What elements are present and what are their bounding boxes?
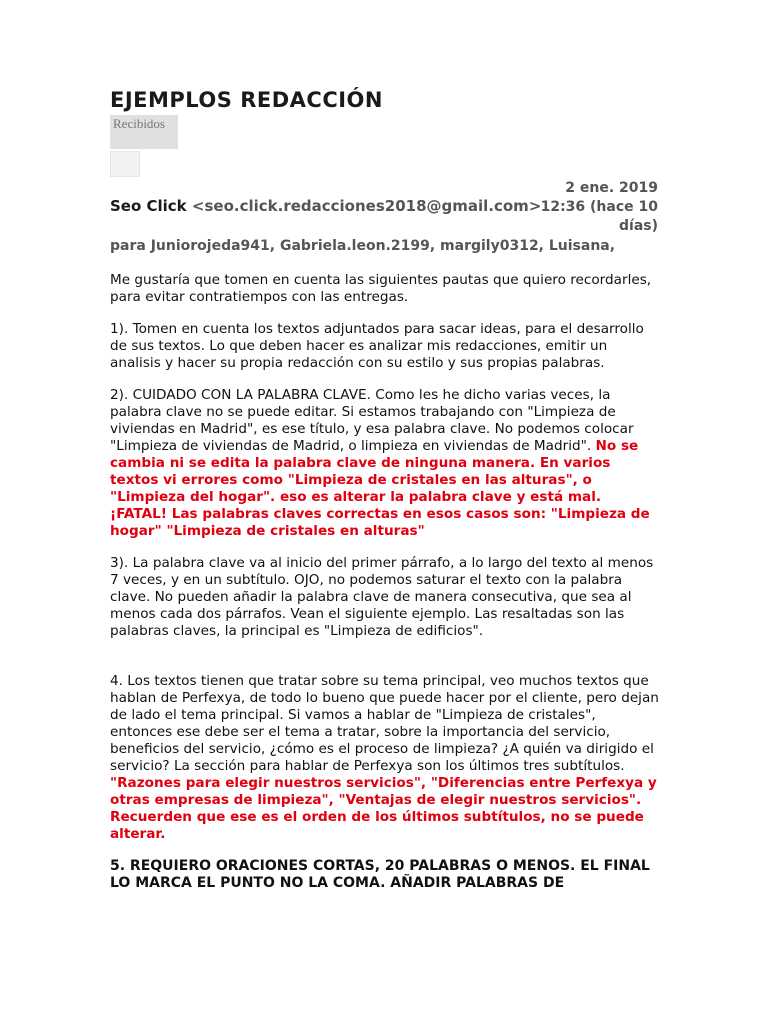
body-point-3: 3). La palabra clave va al inicio del primer párrafo, a lo largo del texto al menos 7 veces, y en un subtítulo. OJO, no podemos saturar el texto con la palabra clave. No pueden añadir la palabra clave de manera consecutiva, que sea al menos cada dos párrafos. Vean el siguiente ejemplo. Las resaltadas son las palabras claves, la principal es "Limpieza de edificios". <box>110 555 654 639</box>
email-date: 2 ene. 2019 12:36 (hace 10 días) <box>540 180 658 234</box>
body-point-4-highlight: "Razones para elegir nuestros servicios", "Diferencias entre Perfexya y otras empresas de limpieza", "Ventajas de elegir nuestros servicios". Recuerden que ese es el orden de los últimos subtítulos, no se puede alterar. <box>110 775 657 842</box>
sender-email[interactable]: <seo.click.redacciones2018@gmail.com> <box>191 197 542 215</box>
body-intro: Me gustaría que tomen en cuenta las siguientes pautas que quiero recordarles, para evitar contratiempos con las entregas. <box>110 272 652 305</box>
label-close-icon[interactable] <box>110 151 140 177</box>
body-point-2 <box>110 387 660 540</box>
body-point-5: 5. REQUIERO ORACIONES CORTAS, 20 PALABRAS O MENOS. EL FINAL LO MARCA EL PUNTO NO LA COMA. AÑADIR PALABRAS DE <box>110 858 650 891</box>
body-point-1: 1). Tomen en cuenta los textos adjuntados para sacar ideas, para el desarrollo de sus textos. Lo que deben hacer es analizar mis redacciones, emitir un analisis y hacer su propia redacción con su estilo y sus propias palabras. <box>110 321 644 371</box>
body-point-4-text: 4. Los textos tienen que tratar sobre su tema principal, veo muchos textos que hablan de Perfexya, de todo lo bueno que puede hacer por el cliente, pero dejan de lado el tema principal. Si vamos a hablar de "Limpieza de cristales", entonces ese debe ser el tema a tratar, sobre la importancia del servicio, beneficios del servicio, ¿cómo es el proceso de limpieza? ¿A quién va dirigido el servicio? La sección para hablar de Perfexya son los últimos tres subtítulos. <box>110 673 659 774</box>
email-subject: EJEMPLOS REDACCIÓN <box>110 88 383 112</box>
email-body <box>110 272 660 907</box>
body-point-4 <box>110 673 660 843</box>
recipients-line[interactable]: para Juniorojeda941, Gabriela.leon.2199, margily0312, Luisana, <box>110 238 616 254</box>
sender-name: Seo Click <box>110 197 187 215</box>
body-point-2-highlight: No se cambia ni se edita la palabra clave de ninguna manera. En varios textos vi errores como "Limpieza de cristales en las alturas", o "Limpieza del hogar". eso es alterar la palabra clave y está mal. ¡FATAL! Las palabras claves correctas en esos casos son: "Limpieza de hogar" "Limpieza de cristales en alturas" <box>110 438 650 539</box>
sender-line <box>110 197 541 215</box>
spacer <box>110 655 660 673</box>
body-point-2-text: 2). CUIDADO CON LA PALABRA CLAVE. Como les he dicho varias veces, la palabra clave no se puede editar. Si estamos trabajando con "Limpieza de viviendas en Madrid", es ese título, y esa palabra clave. No podemos colocar "Limpieza de viviendas de Madrid, o limpieza en viviendas de Madrid". <box>110 387 634 454</box>
inbox-label[interactable]: Recibidos <box>110 115 178 149</box>
